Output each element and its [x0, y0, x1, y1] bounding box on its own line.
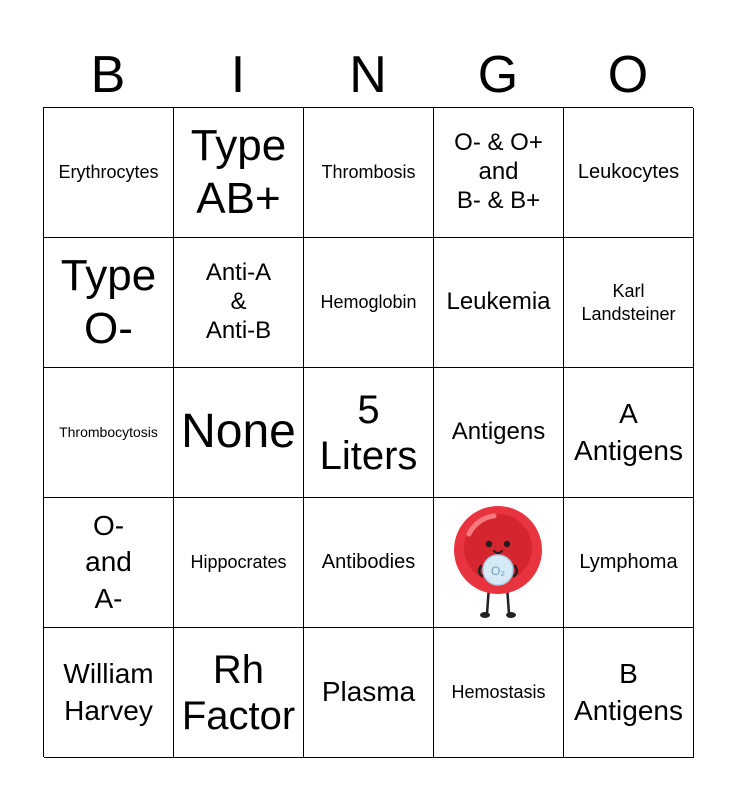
bingo-cell-b4[interactable] [44, 498, 174, 628]
cell-label: Rh Factor [181, 647, 296, 738]
bingo-cell-i1[interactable] [174, 108, 304, 238]
cell-label: Hemostasis [451, 682, 546, 703]
bingo-cell-n4[interactable] [304, 498, 434, 628]
cell-label: O- & O+ and B- & B+ [454, 129, 543, 214]
bingo-cell-o5[interactable] [564, 628, 694, 758]
cell-label: Anti-A & Anti-B [205, 259, 272, 344]
header-letter-o: O [607, 46, 649, 104]
cell-label: Plasma [321, 676, 416, 708]
bingo-cell-o4[interactable] [564, 498, 694, 628]
bingo-board [43, 107, 693, 757]
cell-label: Hemoglobin [320, 292, 417, 313]
header-letter-i: I [230, 46, 246, 104]
bingo-cell-g1[interactable] [434, 108, 564, 238]
cell-label: Hippocrates [190, 552, 287, 573]
cell-label: Leukemia [446, 288, 551, 316]
cell-label: A Antigens [574, 398, 683, 466]
bingo-cell-i3[interactable] [174, 368, 304, 498]
bingo-cell-i4[interactable] [174, 498, 304, 628]
cell-label: Type AB+ [190, 120, 287, 223]
bingo-cell-o2[interactable] [564, 238, 694, 368]
bingo-cell-b2[interactable] [44, 238, 174, 368]
cell-label: Erythrocytes [58, 162, 159, 183]
bingo-cell-b1[interactable] [44, 108, 174, 238]
header-letter-n: N [349, 46, 387, 104]
bingo-cell-n1[interactable] [304, 108, 434, 238]
cell-label: Thrombocytosis [59, 424, 158, 441]
bingo-cell-b5[interactable] [44, 628, 174, 758]
red-blood-cell-mascot-icon [449, 504, 549, 622]
cell-label: Antigens [451, 418, 546, 446]
cell-label: Lymphoma [579, 551, 678, 573]
bingo-header [43, 42, 693, 108]
bingo-cell-b3[interactable] [44, 368, 174, 498]
cell-label: B Antigens [574, 658, 683, 726]
bingo-cell-o1[interactable] [564, 108, 694, 238]
cell-label: Thrombosis [321, 162, 416, 183]
cell-label: Leukocytes [577, 161, 680, 183]
cell-label: William Harvey [63, 658, 154, 726]
cell-label: Type O- [60, 250, 157, 353]
cell-label: 5 Liters [319, 387, 418, 478]
cell-label: Karl Landsteiner [581, 281, 676, 324]
cell-label: Antibodies [321, 551, 416, 573]
bingo-cell-g2[interactable] [434, 238, 564, 368]
bingo-cell-n5[interactable] [304, 628, 434, 758]
header-letter-b: B [90, 46, 126, 104]
bingo-cell-g5[interactable] [434, 628, 564, 758]
bingo-free-space[interactable] [434, 498, 564, 628]
bingo-cell-o3[interactable] [564, 368, 694, 498]
bingo-cell-n3[interactable] [304, 368, 434, 498]
oxygen-label: O₂ [490, 563, 505, 578]
header-letter-g: G [477, 46, 519, 104]
bingo-cell-i5[interactable] [174, 628, 304, 758]
cell-label: O- and A- [85, 509, 132, 614]
bingo-cell-g3[interactable] [434, 368, 564, 498]
bingo-cell-i2[interactable] [174, 238, 304, 368]
bingo-cell-n2[interactable] [304, 238, 434, 368]
cell-label: None [181, 405, 296, 459]
